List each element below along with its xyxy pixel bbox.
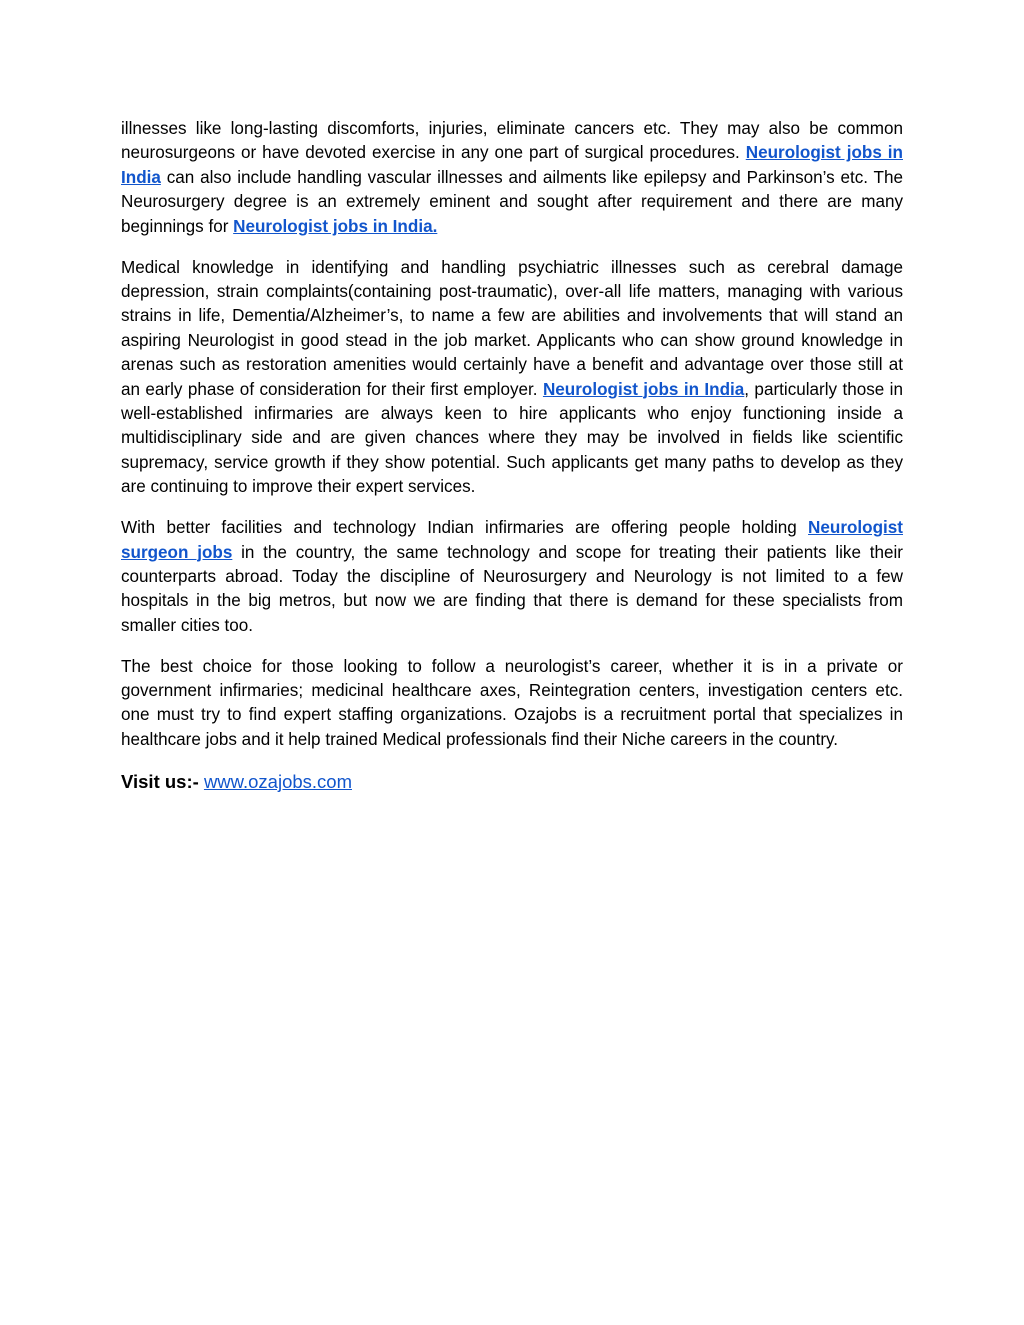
visit-us-label: Visit us:- — [121, 770, 204, 792]
neurologist-surgeon-jobs-link[interactable]: Neurologist surgeon jobs — [121, 518, 903, 562]
paragraph-3-text-b: in the country, the same technology and scope for treating their patients like their counterparts abroad. Today the discipline of Neurosurgery and Neurology is not limited to a few hospitals in the big metros, but now we are finding that there is demand for these specialists from smaller cities too. — [121, 542, 903, 635]
document-body — [121, 117, 903, 795]
neurologist-jobs-india-link-3[interactable]: Neurologist jobs in India — [542, 379, 745, 399]
visit-us-line — [121, 769, 903, 795]
paragraph-4-text: The best choice for those looking to follow a neurologist’s career, whether it is in a private or government infirmaries; medicinal healthcare axes, Reintegration centers, investigation centers etc. one must try to find expert staffing organizations. Ozajobs is a recruitment portal that specializes in healthcare jobs and it help trained Medical professionals find their Niche careers in the country. — [121, 656, 903, 749]
paragraph-1-text-b: can also include handling vascular illnesses and ailments like epilepsy and Parkinson’s etc. The Neurosurgery degree is an extremely eminent and sought after requirement and there are many beginnings for — [121, 167, 903, 236]
paragraph-4 — [121, 655, 903, 753]
paragraph-2 — [121, 256, 903, 500]
paragraph-2-text-a: Medical knowledge in identifying and handling psychiatric illnesses such as cerebral damage depression, strain complaints(containing post-traumatic), over-all life matters, managing with various strains in life, Dementia/Alzheimer’s, to name a few are abilities and involvements that will stand an aspiring Neurologist in good stead in the job market. Applicants who can show ground knowledge in arenas such as restoration amenities would certainly have a benefit and advantage over those still at an early phase of consideration for their first employer. — [121, 257, 903, 399]
neurologist-jobs-india-link-2[interactable]: Neurologist jobs in India. — [233, 216, 438, 236]
paragraph-2-text-b: , particularly those in well-established infirmaries are always keen to hire applicants who enjoy functioning inside a multidisciplinary side and are given chances where they may be involved in fields like scientific supremacy, service growth if they show potential. Such applicants get many paths to develop as they are continuing to improve their expert services. — [121, 379, 903, 497]
paragraph-1 — [121, 117, 903, 239]
ozajobs-website-link[interactable]: www.ozajobs.com — [203, 770, 352, 792]
paragraph-3-text-a: With better facilities and technology Indian infirmaries are offering people holding — [121, 518, 809, 538]
neurologist-jobs-india-link-1[interactable]: Neurologist jobs in India — [121, 143, 903, 187]
paragraph-3 — [121, 516, 903, 638]
paragraph-1-text-a: illnesses like long-lasting discomforts, injuries, eliminate cancers etc. They may also be common neurosurgeons or have devoted exercise in any one part of surgical procedures. — [121, 119, 903, 163]
